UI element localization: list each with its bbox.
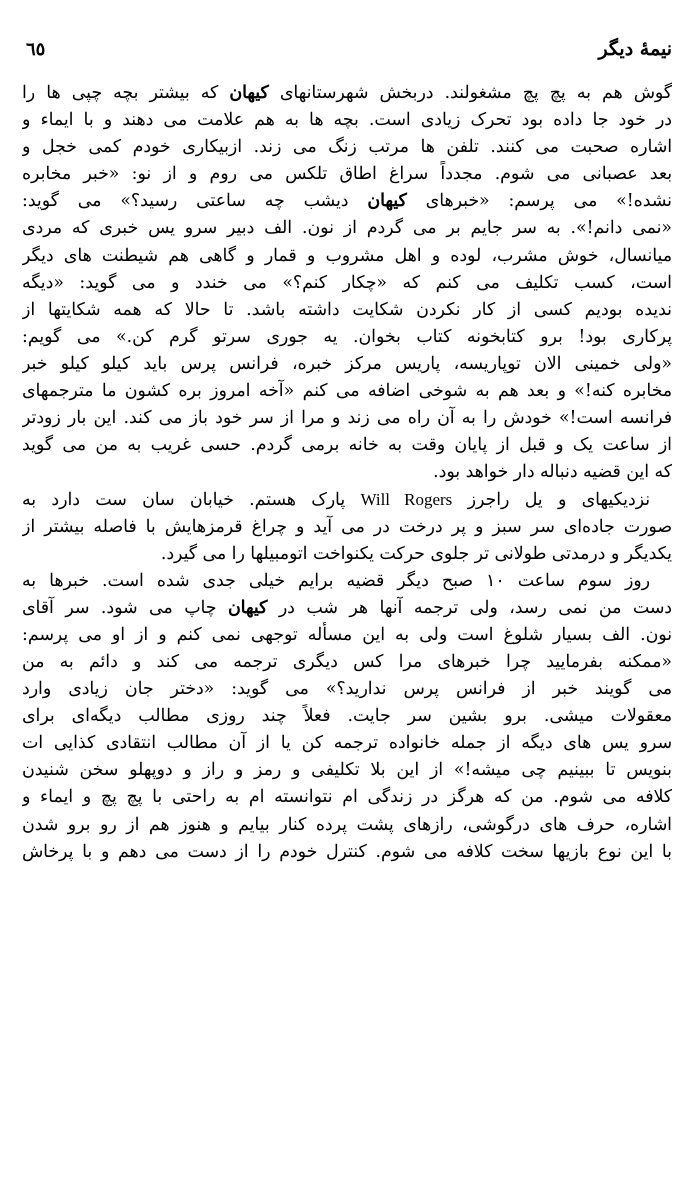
- text-line: بنویس تا ببینیم چی میشه!» از این بلا تکلیفی و رمز و راز و دوپهلو سخن شنیدن: [22, 760, 672, 781]
- text-line: اشاره صحبت می کنند. تلفن ها مرتب زنگ می زند. ازبیکاری خودم کمی خجل و: [22, 137, 672, 158]
- text-line: «ولی خمینی الان توپاریسه، پاریس مرکز خبره، فرانس پرس باید کیلو کیلو خبر: [22, 353, 672, 374]
- text-line: کلافه می شوم. من که هرگز در زندگی ام نتوانسته ام به راحتی با پچ پچ و ایماء و: [22, 787, 672, 808]
- bold-name: کیهان: [367, 191, 407, 212]
- text-line: ندیده بودیم کسی از کار نکردن شکایت داشته باشد. تا حالا که همه شکایتها از: [22, 299, 672, 320]
- text-line: سرو یس های دیگه از جمله خانواده ترجمه کن یا از آن مطالب انتقادی کذایی ات: [22, 733, 672, 754]
- text-line: میانسال، خوش مشرب، لوده و اهل مشروب و قمار و گاهی هم شیطنت های دیگر: [22, 245, 672, 266]
- text-segment: نشده!» می پرسم: «خبرهای: [406, 191, 672, 212]
- text-line: معقولات میشی. برو بشین سر جایت. فعلاً چند روزی مطالب دیگه‌ای برای: [22, 706, 672, 727]
- text-line: «نمی دانم!». به سر جایم بر می گردم از نون. الف دبیر سرو یس خبری که مردی: [22, 218, 672, 239]
- page-number: ٦٥: [26, 39, 46, 60]
- body-text: [22, 80, 672, 866]
- bold-name: کیهان: [229, 83, 269, 103]
- text-segment: نزدیکیهای و یل راجرز: [452, 490, 650, 511]
- text-segment: دست من نمی رسد، ولی ترجمه آنها هر شب در: [267, 597, 672, 618]
- text-line: روز سوم ساعت ۱۰ صبح دیگر قضیه برایم خیلی جدی شده است. خبرها به: [22, 570, 651, 591]
- book-page: [22, 38, 672, 866]
- text-line: صورت جاده‌ای سر سبز و پر درخت در می آید و چراغ قرمزهایش با فاصله بیشتر از: [22, 516, 672, 537]
- text-segment: دیشب چه ساعتی رسید؟» می گوید:: [22, 191, 368, 212]
- text-line: «ممکنه بفرمایید چرا خبرهای مرا کس دیگری ترجمه می کند و دائم به من: [22, 651, 672, 672]
- running-title: نیمهٔ دیگر: [598, 38, 672, 60]
- page-header: [22, 38, 672, 68]
- text-line: [22, 188, 672, 215]
- text-segment: پارک هستم. خیابان سان ست دارد به: [22, 490, 361, 511]
- text-line: در خود جا داده بود تحرک زیادی است. بچه ها به هم علامت می دهند و با ایماء و: [22, 110, 672, 131]
- text-line: نون. الف بسیار شلوغ است ولی به این مسأله توجهی نمی کنم و از او می پرسم:: [22, 624, 672, 645]
- text-line: فرانسه است!» خودش را به آن راه می زند و مرا از سر خود باز می کند. این بار زودتر: [22, 408, 672, 429]
- text-line: اشاره، حرف های درگوشی، رازهای پشت پرده کنار بیایم و هنوز هم از رو برو شدن: [22, 814, 672, 835]
- text-segment: که بیشتر بچه چپی ها را: [22, 83, 230, 103]
- text-line: که این قضیه دنباله دار خواهد بود.: [433, 462, 672, 483]
- text-line: مخابره کنه!» و بعد هم به شوخی اضافه می کنم «آخه امروز بره کشون ما مترجمهای: [22, 381, 672, 402]
- text-line: می گویند خبر از فرانس پرس ندارید؟» می گوید: «دختر جان زیادی وارد: [22, 679, 672, 700]
- text-line: است، کسب تکلیف می کنم که «چکار کنم؟» می خندد و می گوید: «دیگه: [22, 272, 672, 293]
- bold-name: کیهان: [227, 597, 268, 618]
- text-segment: گوش هم به پچ پچ مشغولند. دربخش شهرستانهای: [268, 83, 672, 103]
- text-line: [22, 595, 672, 622]
- text-line: بعد عصبانی می شوم. مجدداً سراغ اطاق تلکس می روم و از نو: «خبر مخابره: [22, 164, 672, 185]
- text-segment: چاپ می شود. سر آقای: [22, 597, 228, 618]
- text-line: با این نوع بازیها سخت کلافه می شوم. کنترل خودم را از دست می دهم و با پرخاش: [22, 841, 672, 862]
- text-line: [22, 80, 672, 107]
- text-line: [22, 486, 672, 513]
- latin-name: Will Rogers: [360, 490, 453, 510]
- text-line: یکدیگر و درمدتی طولانی تر جلوی حرکت یکنواخت اتومبیلها را می گیرد.: [160, 543, 672, 564]
- text-line: از ساعت یک و قبل از پایان وقت به خانه برمی گردم. حسی غریب به من می گوید: [22, 435, 672, 456]
- text-line: پرکاری بود! برو کتابخونه کتاب بخوان. یه جوری سرتو گرم کن.» می گویم:: [22, 326, 672, 347]
